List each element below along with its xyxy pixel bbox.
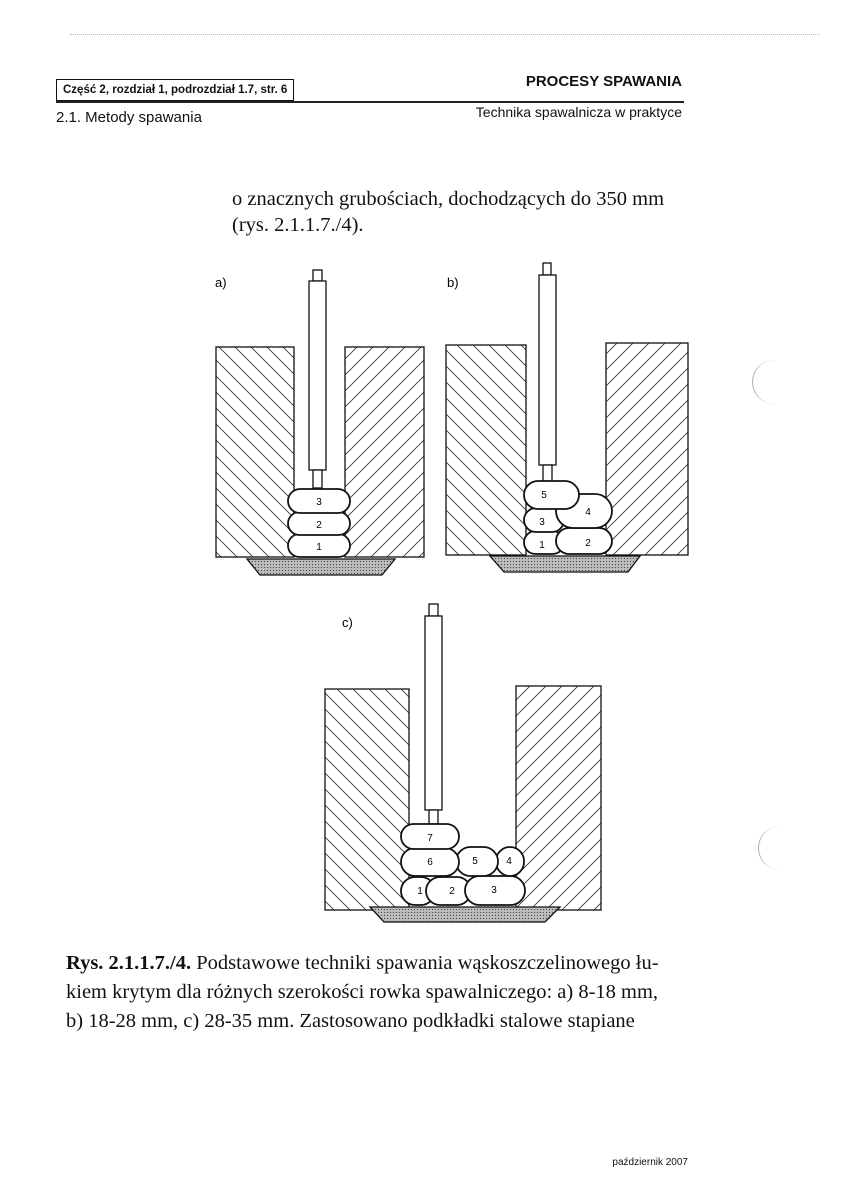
body-line-2: (rys. 2.1.1.7./4).: [232, 214, 364, 236]
panel-c-plate-left: [325, 689, 409, 910]
panel-c-plate-right: [516, 686, 601, 910]
panel-b-bead-5: [524, 481, 579, 509]
panel-b-bead-label-3: 3: [539, 517, 545, 528]
panel-b-backing-strip: [490, 556, 640, 572]
panel-b-plate-left: [446, 345, 526, 555]
panel-c-bead-label-4: 4: [506, 856, 512, 867]
panel-c-bead-label-7: 7: [427, 833, 433, 844]
panel-b-bead-label-2: 2: [585, 538, 591, 549]
panel-b-bead-label-4: 4: [585, 507, 591, 518]
panel-a-plate-right: [345, 347, 424, 557]
body-line-1: o znacznych grubościach, dochodzących do 350 mm: [232, 188, 665, 210]
panel-c-bead-label-3: 3: [491, 885, 497, 896]
caption-line-1: [66, 949, 706, 978]
panel-a-bead-label-1: 1: [316, 542, 322, 553]
panel-b-bead-label-5: 5: [541, 490, 547, 501]
caption-label: Rys. 2.1.1.7./4.: [66, 952, 192, 974]
panel-c-backing-strip: [370, 907, 560, 922]
panel-a-bead-label-3: 3: [316, 497, 322, 508]
panel-a-label: a): [215, 275, 227, 290]
chapter-title: 2.1. Metody spawania: [56, 109, 202, 126]
panel-c-label: c): [342, 615, 353, 630]
panel-b: [446, 263, 688, 572]
section-reference-box: Część 2, rozdział 1, podrozdział 1.7, str. 6: [56, 79, 294, 101]
panel-a-bead-label-2: 2: [316, 520, 322, 531]
panel-c-bead-label-2: 2: [449, 886, 455, 897]
panel-a-electrode: [309, 270, 326, 488]
page-header-title: PROCESY SPAWANIA: [525, 73, 682, 90]
panel-b-electrode: [539, 263, 556, 481]
caption-line-3: b) 18-28 mm, c) 28-35 mm. Zastosowano podkładki stalowe stapiane: [66, 1010, 635, 1032]
panel-b-label: b): [447, 275, 459, 290]
caption-line-1-text: Podstawowe techniki spawania wąskoszczelinowego łu-: [191, 952, 659, 974]
panel-c-electrode: [425, 604, 442, 824]
page-footer-date: październik 2007: [612, 1157, 688, 1168]
panel-b-bead-2: [556, 528, 612, 554]
panel-a-plate-left: [216, 347, 294, 557]
panel-c-bead-label-6: 6: [427, 857, 433, 868]
panel-a: [215, 270, 424, 575]
figure-caption: [66, 949, 706, 1036]
book-subtitle: Technika spawalnicza w praktyce: [475, 104, 682, 120]
panel-c-bead-label-5: 5: [472, 856, 478, 867]
panel-c: [325, 604, 601, 922]
panel-a-backing-strip: [247, 559, 395, 575]
panel-b-plate-right: [606, 343, 688, 555]
panel-b-bead-label-1: 1: [539, 540, 545, 551]
caption-line-2: kiem krytym dla różnych szerokości rowka spawalniczego: a) 8-18 mm,: [66, 981, 659, 1003]
panel-c-bead-label-1: 1: [417, 886, 423, 897]
